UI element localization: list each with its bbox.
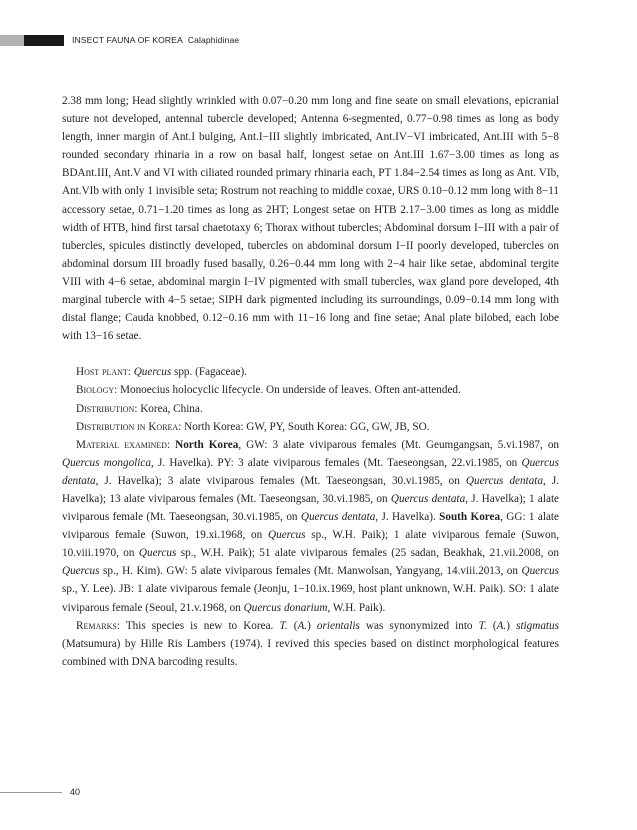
material-text: sp., Y. Lee). JB: 1 alate viviparous female (Jeonju, 1−10.ix.1969, host plant unknown, W.H. Paik). SO: 1 alate viviparous female (Seoul, 21.v.1968, on [62, 583, 559, 614]
material-text: , J. Havelka). PY: 3 alate viviparous females (Mt. Taeseongsan, 22.vi.1985, on [150, 456, 522, 469]
material-text: , GG: 1 alate viviparous female (Suwon, 19.xi.1968, on [62, 511, 559, 542]
remarks-label: Remarks [76, 619, 117, 632]
page-body [62, 92, 559, 671]
north-korea-label: North Korea [175, 438, 239, 451]
host-plant-rest: spp. (Fagaceae). [171, 366, 247, 379]
material-taxon: Quercus [268, 529, 306, 542]
header-subtitle: Calaphidinae [187, 35, 240, 45]
material-taxon: Quercus dentata [390, 492, 466, 505]
biology-paragraph: Biology: Monoecius holocyclic lifecycle. On underside of leaves. Often ant-attended. [76, 384, 461, 397]
distribution-paragraph: Distribution: Korea, China. [76, 402, 203, 415]
material-taxon: Quercus mongolica [62, 456, 151, 469]
distribution-korea-label: Distribution in Korea [76, 420, 179, 433]
material-taxon: Quercus dentata [62, 456, 559, 487]
remarks-text: ) [307, 619, 317, 632]
remarks-taxon: orientalis [316, 619, 360, 632]
remarks-text: (Matsumura) by Hille Ris Lambers (1974). I revived this species based on distinct morphological features combined with DNA barcoding results. [62, 637, 559, 668]
material-taxon: Quercus donarium [243, 601, 328, 614]
remarks-taxon: A. [496, 619, 507, 632]
material-examined-paragraph: Material examined: North Korea, GW: 3 alate viviparous females (Mt. Geumgangsan, 5.vi.1987, on Quercus mongolica, J. Havelka). PY: 3 alate viviparous females (Mt. Taeseongsan, 22.vi.1985, on Quercus dentata, J. Havelka); 3 alate viviparous females (Mt. Taeseongsan, 30.vi.1985, on Quercus dentata, J. Havelka); 13 alate viviparous females (Mt. Taeseongsan, 30.vi.1985, on Quercus dentata, J. Havelka); 1 alate viviparous female (Mt. Taeseongsan, 30.vi.1985, on Quercus dentata, J. Havelka). South Korea, GG: 1 alate viviparous female (Suwon, 19.xi.1968, on Quercus sp., W.H. Paik); 1 alate viviparous female (Suwon, 10.viii.1970, on Quercus sp., W.H. Paik); 51 alate viviparous females (25 sadan, Beakhak, 21.vii.2008, on Quercus sp., H. Kim). GW: 5 alate viviparous females (Mt. Manwolsan, Yangyang, 14.viii.2013, on Quercus sp., Y. Lee). JB: 1 alate viviparous female (Jeonju, 1−10.ix.1969, host plant unknown, W.H. Paik). SO: 1 alate viviparous female (Seoul, 21.v.1968, on Quercus donarium, W.H. Paik). [62, 438, 560, 614]
south-korea-label: South Korea [439, 511, 501, 524]
remarks-taxon: T. [478, 619, 487, 632]
material-taxon: Quercus [62, 565, 100, 578]
material-text: , J. Havelka); 13 alate viviparous females (Mt. Taeseongsan, 30.vi.1985, on [62, 474, 560, 505]
header-bar-black [24, 35, 64, 46]
header-title: INSECT FAUNA OF KOREA [72, 35, 183, 45]
material-taxon: Quercus [138, 547, 177, 560]
material-text: sp., W.H. Paik); 51 alate viviparous females (25 sadan, Beakhak, 21.vii.2008, on [176, 547, 559, 560]
remarks-text: ( [287, 619, 298, 632]
material-label: Material examined [76, 438, 167, 451]
distribution-korea-paragraph: Distribution in Korea: North Korea: GW, PY, South Korea: GG, GW, JB, SO. [76, 420, 430, 433]
remarks-paragraph: Remarks: This species is new to Korea. T. (A.) orientalis was synonymized into T. (A.) stigmatus (Matsumura) by Hille Ris Lambers (1974). I revived this species based on distinct morphological features combined with DNA barcoding results. [62, 619, 559, 668]
biology-label: Biology [76, 384, 115, 397]
distribution-label: Distribution [76, 402, 135, 415]
remarks-text: ( [486, 619, 497, 632]
biology-text: Monoecius holocyclic lifecycle. On underside of leaves. Often ant-attended. [120, 384, 461, 397]
header-bar-gray [0, 35, 24, 46]
material-text: , J. Havelka); 3 alate viviparous females (Mt. Taeseongsan, 30.vi.1985, on [95, 474, 466, 487]
header-text [72, 34, 239, 47]
material-taxon: Quercus dentata [465, 474, 544, 487]
host-plant-label: Host plant [76, 366, 128, 379]
page-number: 40 [70, 787, 81, 797]
host-plant-genus: Quercus [133, 366, 172, 379]
material-text: , J. Havelka); 1 alate viviparous female (Mt. Taeseongsan, 30.vi.1985, on [62, 492, 560, 524]
remarks-taxon: T. [279, 619, 288, 632]
material-text: sp., H. Kim). GW: 5 alate viviparous females (Mt. Manwolsan, Yangyang, 14.viii.2013, on [99, 565, 522, 578]
distribution-korea-text: North Korea: GW, PY, South Korea: GG, GW, JB, SO. [184, 420, 430, 433]
paragraph-gap [62, 345, 559, 363]
footer-rule [0, 792, 62, 793]
remarks-text: This species is new to Korea. [125, 619, 280, 632]
remarks-text: ) [506, 619, 517, 632]
material-text: , GW: 3 alate viviparous females (Mt. Geumgangsan, 5.vi.1987, on [238, 438, 560, 451]
description-paragraph: 2.38 mm long; Head slightly wrinkled with 0.07−0.20 mm long and fine seate on small elevations, epicranial suture not developed, antennal tubercle developed; Antenna 6-segmented, 0.77−0.98 times as long as body length, inner margin of Ant.I bulging, Ant.I−III slightly imbricated, Ant.IV−VI imbricated, Ant.III with 5−8 rounded secondary rhinaria in a row on basal half, longest setae on Ant.III 1.67−3.00 times as long as BDAnt.III, Ant.V and VI with ciliated rounded primary rhinaria each, PT 1.84−2.54 times as long as Ant. VIb, Ant.VIb with only 1 invisible seta; Rostrum not reaching to middle coxae, URS 0.10−0.12 mm long with 8−11 accessory setae, 0.71−1.20 times as long as 2HT; Longest setae on HTB 2.17−3.00 times as long as middle width of HTB, hind first tarsal chaetotaxy 6; Thorax without tubercles; Abdominal dorsum I−III with a pair of tubercles, spicules distinctly developed, tubercles on abdominal dorsum I−II poorly developed, tubercles on abdominal dorsum III broadly fused basally, 0.26−0.44 mm long with 2−4 hair like setae, abdominal tergite VIII with 4−6 setae, abdominal margin I−IV pigmented with small tubercles, wax gland pore developed, 4th marginal tubercle with 4−5 setae; SIPH dark pigmented including its surroundings, 0.09−0.14 mm long with distal flange; Cauda knobbed, 0.12−0.16 mm with 11−16 long and fine setae; Anal plate bilobed, each lobe with 13−16 setae. [62, 95, 559, 343]
distribution-text: Korea, China. [140, 402, 203, 415]
material-text: sp., W.H. Paik); 1 alate viviparous female (Suwon, 10.viii.1970, on [62, 529, 559, 560]
material-text: , J. Havelka). [375, 511, 440, 524]
remarks-taxon: stigmatus [516, 619, 559, 632]
material-taxon: Quercus [521, 565, 559, 578]
material-text: , W.H. Paik). [327, 601, 386, 614]
remarks-text: was synonymized into [359, 619, 479, 632]
host-plant-paragraph: Host plant: Quercus spp. (Fagaceae). [76, 366, 247, 379]
material-taxon: Quercus dentata [300, 511, 376, 524]
remarks-taxon: A. [297, 619, 308, 632]
